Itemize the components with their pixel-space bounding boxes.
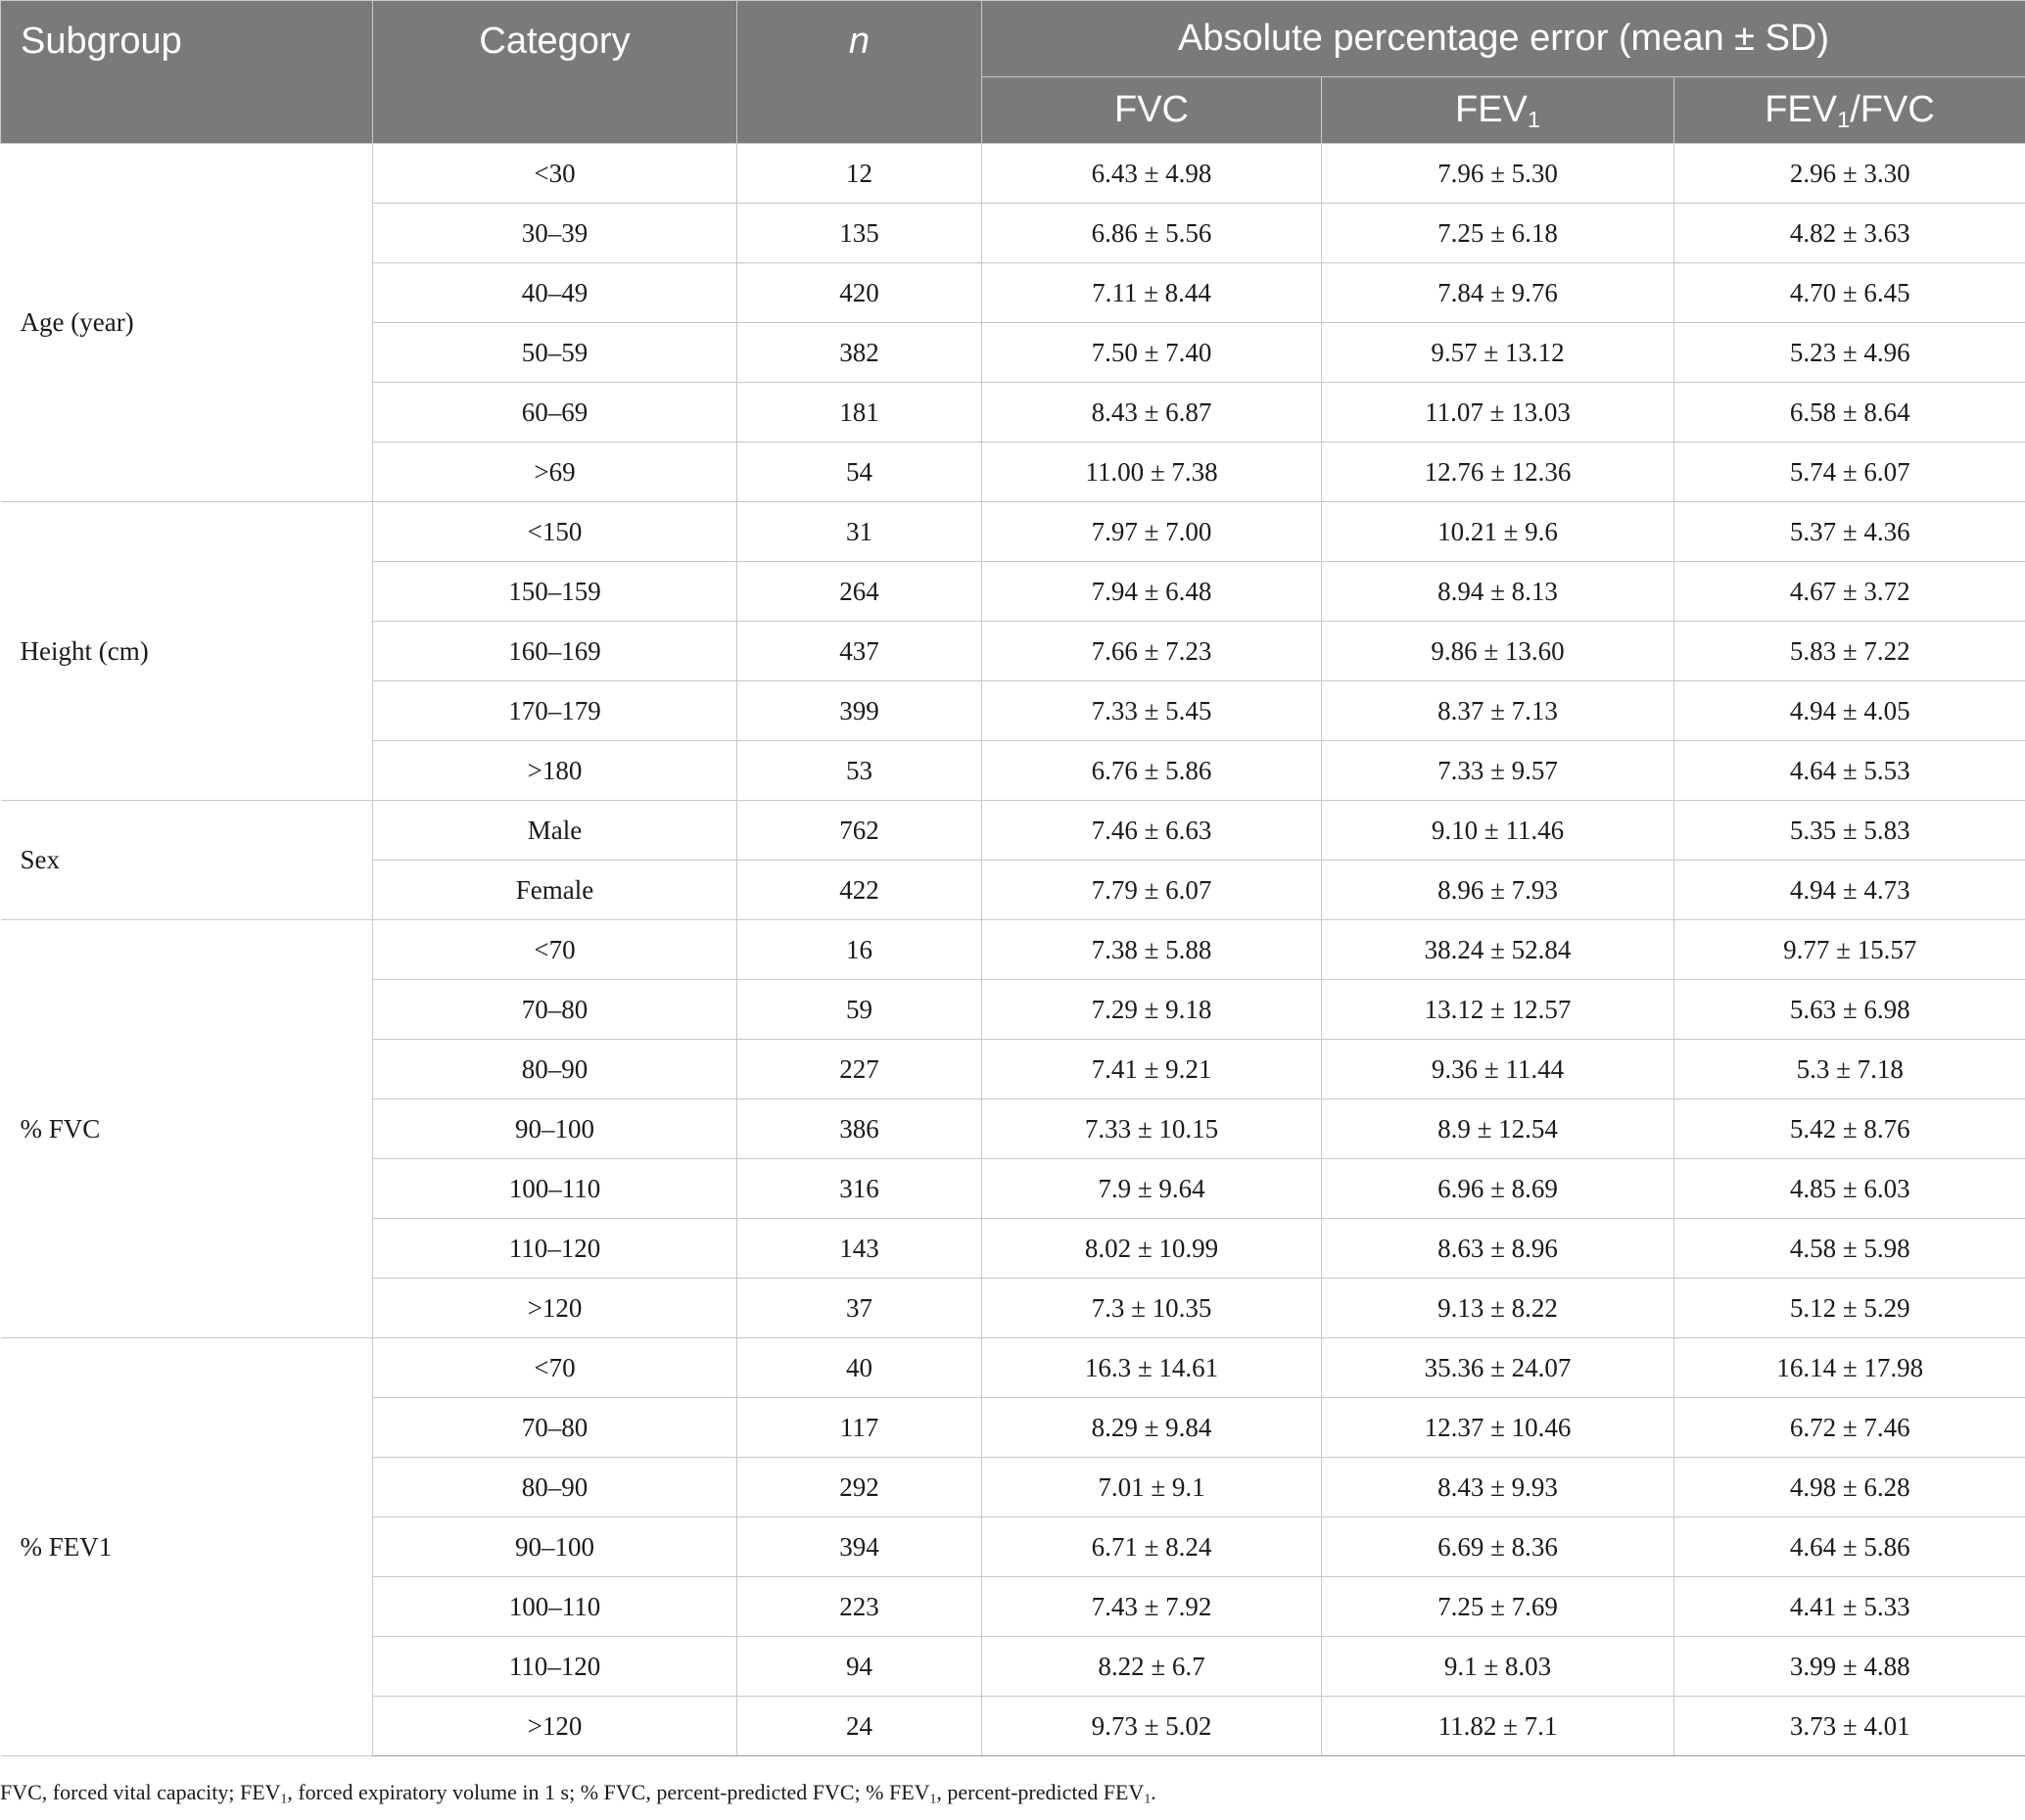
category-cell: 40–49	[373, 263, 737, 323]
fev1-fvc-cell: 5.63 ± 6.98	[1674, 980, 2025, 1040]
fvc-cell: 16.3 ± 14.61	[982, 1338, 1322, 1398]
category-cell: >120	[373, 1697, 737, 1756]
table-row	[1, 144, 2025, 204]
fvc-cell: 7.29 ± 9.18	[982, 980, 1322, 1040]
n-cell: 181	[737, 383, 982, 443]
fev1-fvc-cell: 2.96 ± 3.30	[1674, 144, 2025, 204]
footnote-sub-3: 1	[1144, 1791, 1152, 1806]
fev1-cell: 8.9 ± 12.54	[1322, 1099, 1674, 1159]
fev1-cell: 11.82 ± 7.1	[1322, 1697, 1674, 1756]
fev1-fvc-cell: 4.82 ± 3.63	[1674, 204, 2025, 263]
category-cell: 60–69	[373, 383, 737, 443]
n-cell: 292	[737, 1458, 982, 1517]
category-cell: 70–80	[373, 1398, 737, 1458]
category-cell: >120	[373, 1279, 737, 1338]
header-fev1-fvc	[1674, 77, 2025, 144]
fev1-cell: 11.07 ± 13.03	[1322, 383, 1674, 443]
category-cell: >69	[373, 443, 737, 502]
footnote-sub-2: 1	[929, 1791, 937, 1806]
category-cell: <150	[373, 502, 737, 562]
n-cell: 59	[737, 980, 982, 1040]
fvc-cell: 8.43 ± 6.87	[982, 383, 1322, 443]
fev1-cell: 9.10 ± 11.46	[1322, 801, 1674, 861]
n-cell: 31	[737, 502, 982, 562]
n-cell: 382	[737, 323, 982, 383]
fvc-cell: 6.43 ± 4.98	[982, 144, 1322, 204]
fev1-fvc-cell: 4.58 ± 5.98	[1674, 1219, 2025, 1279]
fev1-cell: 7.25 ± 7.69	[1322, 1577, 1674, 1637]
table-header	[1, 1, 2025, 144]
category-cell: 100–110	[373, 1159, 737, 1219]
header-fev1-base: FEV	[1454, 89, 1528, 130]
n-cell: 316	[737, 1159, 982, 1219]
fvc-cell: 7.66 ± 7.23	[982, 622, 1322, 681]
n-cell: 37	[737, 1279, 982, 1338]
category-cell: 90–100	[373, 1099, 737, 1159]
fvc-cell: 11.00 ± 7.38	[982, 443, 1322, 502]
footnote-text-3: , percent-predicted FEV	[936, 1780, 1145, 1804]
fev1-cell: 9.57 ± 13.12	[1322, 323, 1674, 383]
fev1-cell: 8.94 ± 8.13	[1322, 562, 1674, 622]
fev1-fvc-cell: 9.77 ± 15.57	[1674, 920, 2025, 980]
fvc-cell: 7.50 ± 7.40	[982, 323, 1322, 383]
n-cell: 437	[737, 622, 982, 681]
fev1-fvc-cell: 4.70 ± 6.45	[1674, 263, 2025, 323]
n-cell: 16	[737, 920, 982, 980]
fev1-fvc-cell: 4.94 ± 4.73	[1674, 861, 2025, 920]
subgroup-label: % FEV1	[1, 1338, 373, 1756]
fvc-cell: 7.43 ± 7.92	[982, 1577, 1322, 1637]
footnote-text-4: .	[1151, 1780, 1156, 1804]
category-cell: >180	[373, 741, 737, 801]
footnote-text-2: , forced expiratory volume in 1 s; % FVC, percent-predicted FVC; % FEV	[287, 1780, 930, 1804]
fev1-cell: 10.21 ± 9.6	[1322, 502, 1674, 562]
fvc-cell: 7.9 ± 9.64	[982, 1159, 1322, 1219]
fev1-cell: 8.37 ± 7.13	[1322, 681, 1674, 741]
category-cell: 110–120	[373, 1637, 737, 1697]
table-footnote	[0, 1780, 1156, 1805]
fev1-cell: 9.13 ± 8.22	[1322, 1279, 1674, 1338]
header-ratio-subscript: 1	[1837, 106, 1851, 132]
fev1-cell: 9.1 ± 8.03	[1322, 1637, 1674, 1697]
fev1-cell: 38.24 ± 52.84	[1322, 920, 1674, 980]
header-fvc: FVC	[982, 77, 1322, 144]
fev1-cell: 8.43 ± 9.93	[1322, 1458, 1674, 1517]
fev1-fvc-cell: 5.35 ± 5.83	[1674, 801, 2025, 861]
table-row	[1, 920, 2025, 980]
subgroup-label: Height (cm)	[1, 502, 373, 801]
category-cell: 50–59	[373, 323, 737, 383]
fev1-cell: 7.84 ± 9.76	[1322, 263, 1674, 323]
fev1-cell: 12.37 ± 10.46	[1322, 1398, 1674, 1458]
fev1-fvc-cell: 4.98 ± 6.28	[1674, 1458, 2025, 1517]
fev1-cell: 12.76 ± 12.36	[1322, 443, 1674, 502]
fvc-cell: 7.41 ± 9.21	[982, 1040, 1322, 1099]
n-cell: 399	[737, 681, 982, 741]
fev1-cell: 7.25 ± 6.18	[1322, 204, 1674, 263]
fev1-cell: 13.12 ± 12.57	[1322, 980, 1674, 1040]
subgroup-label: % FVC	[1, 920, 373, 1338]
category-cell: 90–100	[373, 1517, 737, 1577]
footnote-sub-1: 1	[280, 1791, 288, 1806]
fev1-cell: 35.36 ± 24.07	[1322, 1338, 1674, 1398]
fev1-fvc-cell: 6.58 ± 8.64	[1674, 383, 2025, 443]
fev1-cell: 6.69 ± 8.36	[1322, 1517, 1674, 1577]
fvc-cell: 7.01 ± 9.1	[982, 1458, 1322, 1517]
n-cell: 24	[737, 1697, 982, 1756]
fvc-cell: 7.94 ± 6.48	[982, 562, 1322, 622]
fev1-cell: 9.86 ± 13.60	[1322, 622, 1674, 681]
category-cell: Male	[373, 801, 737, 861]
category-cell: 110–120	[373, 1219, 737, 1279]
n-cell: 227	[737, 1040, 982, 1099]
fvc-cell: 6.86 ± 5.56	[982, 204, 1322, 263]
fev1-fvc-cell: 4.94 ± 4.05	[1674, 681, 2025, 741]
fev1-fvc-cell: 4.41 ± 5.33	[1674, 1577, 2025, 1637]
fev1-fvc-cell: 3.73 ± 4.01	[1674, 1697, 2025, 1756]
category-cell: <30	[373, 144, 737, 204]
header-ratio-tail: /FVC	[1850, 89, 1935, 130]
fvc-cell: 9.73 ± 5.02	[982, 1697, 1322, 1756]
fvc-cell: 7.46 ± 6.63	[982, 801, 1322, 861]
header-fev1	[1322, 77, 1674, 144]
fvc-cell: 6.76 ± 5.86	[982, 741, 1322, 801]
fvc-cell: 7.38 ± 5.88	[982, 920, 1322, 980]
category-cell: 80–90	[373, 1040, 737, 1099]
header-fev1-subscript: 1	[1527, 106, 1540, 132]
fev1-fvc-cell: 4.85 ± 6.03	[1674, 1159, 2025, 1219]
fev1-cell: 7.96 ± 5.30	[1322, 144, 1674, 204]
fev1-fvc-cell: 4.64 ± 5.86	[1674, 1517, 2025, 1577]
category-cell: 170–179	[373, 681, 737, 741]
n-cell: 420	[737, 263, 982, 323]
header-category: Category	[373, 1, 737, 144]
fvc-cell: 8.02 ± 10.99	[982, 1219, 1322, 1279]
n-cell: 264	[737, 562, 982, 622]
subgroup-label: Sex	[1, 801, 373, 920]
fev1-fvc-cell: 5.37 ± 4.36	[1674, 502, 2025, 562]
n-cell: 94	[737, 1637, 982, 1697]
n-cell: 53	[737, 741, 982, 801]
category-cell: 80–90	[373, 1458, 737, 1517]
category-cell: 30–39	[373, 204, 737, 263]
fvc-cell: 7.11 ± 8.44	[982, 263, 1322, 323]
header-subgroup: Subgroup	[1, 1, 373, 144]
table-row	[1, 502, 2025, 562]
fev1-cell: 6.96 ± 8.69	[1322, 1159, 1674, 1219]
table-body	[1, 144, 2025, 1756]
table-row	[1, 801, 2025, 861]
category-cell: 150–159	[373, 562, 737, 622]
fvc-cell: 8.22 ± 6.7	[982, 1637, 1322, 1697]
n-cell: 394	[737, 1517, 982, 1577]
fev1-fvc-cell: 5.83 ± 7.22	[1674, 622, 2025, 681]
fvc-cell: 7.33 ± 5.45	[982, 681, 1322, 741]
fvc-cell: 7.79 ± 6.07	[982, 861, 1322, 920]
table-row	[1, 1338, 2025, 1398]
fev1-cell: 8.63 ± 8.96	[1322, 1219, 1674, 1279]
category-cell: Female	[373, 861, 737, 920]
category-cell: 160–169	[373, 622, 737, 681]
n-cell: 40	[737, 1338, 982, 1398]
fev1-fvc-cell: 5.12 ± 5.29	[1674, 1279, 2025, 1338]
fev1-fvc-cell: 16.14 ± 17.98	[1674, 1338, 2025, 1398]
fvc-cell: 7.97 ± 7.00	[982, 502, 1322, 562]
fev1-fvc-cell: 5.3 ± 7.18	[1674, 1040, 2025, 1099]
n-cell: 422	[737, 861, 982, 920]
fev1-cell: 7.33 ± 9.57	[1322, 741, 1674, 801]
fev1-fvc-cell: 5.23 ± 4.96	[1674, 323, 2025, 383]
n-cell: 12	[737, 144, 982, 204]
fev1-fvc-cell: 5.74 ± 6.07	[1674, 443, 2025, 502]
fev1-fvc-cell: 6.72 ± 7.46	[1674, 1398, 2025, 1458]
category-cell: 70–80	[373, 980, 737, 1040]
fvc-cell: 7.3 ± 10.35	[982, 1279, 1322, 1338]
fev1-fvc-cell: 4.64 ± 5.53	[1674, 741, 2025, 801]
category-cell: <70	[373, 1338, 737, 1398]
fev1-fvc-cell: 5.42 ± 8.76	[1674, 1099, 2025, 1159]
n-cell: 762	[737, 801, 982, 861]
n-cell: 54	[737, 443, 982, 502]
fvc-cell: 7.33 ± 10.15	[982, 1099, 1322, 1159]
footnote-text-1: FVC, forced vital capacity; FEV	[0, 1780, 281, 1804]
fvc-cell: 6.71 ± 8.24	[982, 1517, 1322, 1577]
fev1-fvc-cell: 3.99 ± 4.88	[1674, 1637, 2025, 1697]
n-cell: 117	[737, 1398, 982, 1458]
n-cell: 386	[737, 1099, 982, 1159]
header-n: n	[737, 1, 982, 144]
header-absolute-percentage-error: Absolute percentage error (mean ± SD)	[982, 1, 2025, 77]
n-cell: 143	[737, 1219, 982, 1279]
subgroup-label: Age (year)	[1, 144, 373, 502]
n-cell: 223	[737, 1577, 982, 1637]
header-ratio-base: FEV	[1765, 89, 1838, 130]
category-cell: <70	[373, 920, 737, 980]
fvc-cell: 8.29 ± 9.84	[982, 1398, 1322, 1458]
n-cell: 135	[737, 204, 982, 263]
fev1-fvc-cell: 4.67 ± 3.72	[1674, 562, 2025, 622]
fev1-cell: 9.36 ± 11.44	[1322, 1040, 1674, 1099]
fev1-cell: 8.96 ± 7.93	[1322, 861, 1674, 920]
category-cell: 100–110	[373, 1577, 737, 1637]
